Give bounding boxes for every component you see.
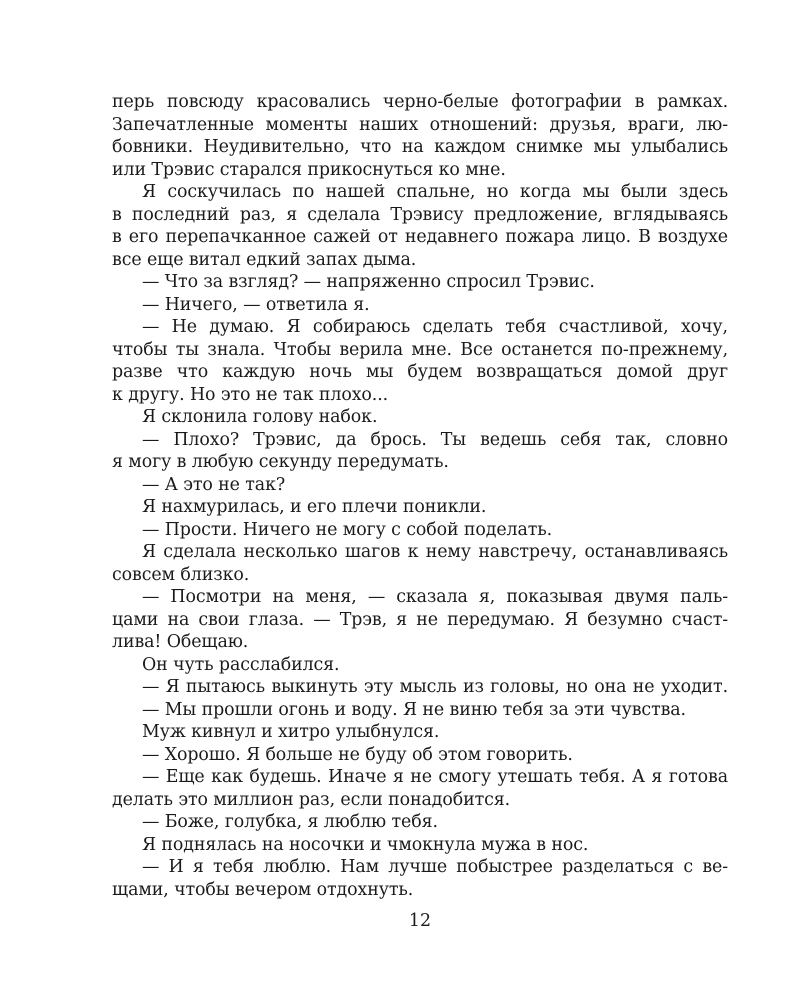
text-line: я могу в любую секунду передумать. [112,452,449,472]
text-line: в его перепачканное сажей от недавнего пожара лицо. В воздухе [112,227,728,247]
text-line: — А это не так? [142,474,286,495]
text-line: делать это миллион раз, если понадобится. [112,789,511,810]
text-line: — Не думаю. Я собираюсь сделать тебя счастливой, хочу, [142,317,728,337]
text-line: Запечатленные моменты наших отношений: друзья, враги, лю- [112,114,728,135]
text-line: лива! Обещаю. [112,632,249,652]
text-line: чтобы ты знала. Чтобы верила мне. Все останется по-прежнему, [112,339,728,360]
text-line: Муж кивнул и хитро улыбнулся. [142,722,440,742]
text-line: Я нахмурилась, и его плечи поникли. [142,497,487,517]
text-line: — Ничего, — ответила я. [142,294,370,315]
text-line: щами, чтобы вечером отдохнуть. [112,879,414,900]
text-line: цами на свои глаза. — Трэв, я не передумаю. Я безумно счаст- [112,609,728,630]
text-line: перь повсюду красовались черно-белые фотографии в рамках. [112,92,728,112]
text-line: Я сделала несколько шагов к нему навстречу, останавливаясь [142,542,728,562]
text-line: все еще витал едкий запах дыма. [112,249,417,270]
text-line: Я соскучилась по нашей спальне, но когда мы были здесь [142,182,728,202]
text-line: — Прости. Ничего не могу с собой поделать. [142,519,553,540]
text-line: к другу. Но это не так плохо... [112,384,389,405]
text-line: — Боже, голубка, я люблю тебя. [142,812,438,832]
text-line: — Плохо? Трэвис, да брось. Ты ведешь себя так, словно [142,429,728,450]
text-line: Я поднялась на носочки и чмокнула мужа в нос. [142,834,589,855]
text-line: — Что за взгляд? — напряженно спросил Трэвис. [142,272,595,292]
text-line: Я склонила голову набок. [142,407,378,427]
body-text [112,91,728,901]
page-number: 12 [408,911,432,931]
text-line: разве что каждую ночь мы будем возвращаться домой друг [112,362,728,382]
text-line: Он чуть расслабился. [142,654,340,675]
text-line: — И я тебя люблю. Нам лучше побыстрее разделаться с ве- [142,857,728,877]
text-line: или Трэвис старался прикоснуться ко мне. [112,159,506,180]
text-line: совсем близко. [112,564,250,585]
text-line: — Еще как будешь. Иначе я не смогу утешать тебя. А я готова [142,767,728,787]
text-line: — Посмотри на меня, — сказала я, показывая двумя паль- [142,587,728,607]
text-line: — Я пытаюсь выкинуть эту мысль из головы, но она не уходит. [142,677,728,697]
text-line: — Мы прошли огонь и воду. Я не виню тебя за эти чувства. [142,699,686,720]
text-line: — Хорошо. Я больше не буду об этом говорить. [142,744,573,765]
text-line: бовники. Неудивительно, что на каждом снимке мы улыбались [112,137,728,157]
text-line: в последний раз, я сделала Трэвису предложение, вглядываясь [112,204,728,225]
